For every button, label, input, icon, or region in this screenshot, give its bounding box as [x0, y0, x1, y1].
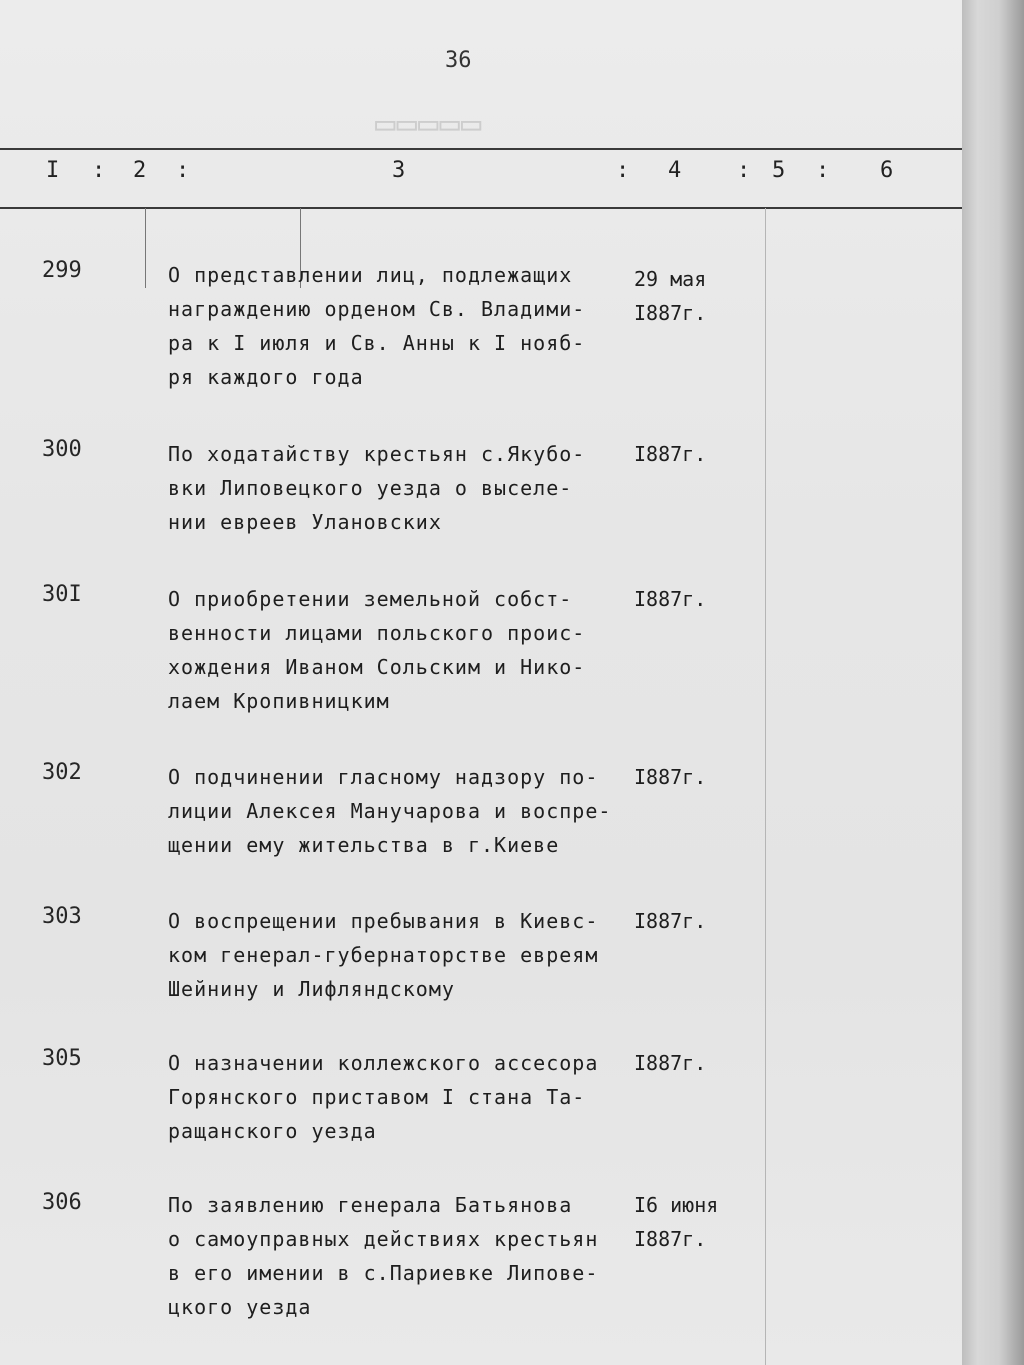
entry-date-line: I887г.: [634, 909, 707, 933]
entry-date: [634, 760, 744, 794]
entry-number: 30I: [42, 582, 82, 607]
page-number: 36: [445, 48, 472, 73]
entry-title-line: о самоуправных действиях крестьян: [168, 1227, 599, 1251]
entry-number: 299: [42, 258, 82, 283]
entry-date-line: I6 июня: [634, 1193, 719, 1217]
entry-number: 302: [42, 760, 82, 785]
entry-title-line: О подчинении гласному надзору по-: [168, 765, 599, 789]
entry-number: 305: [42, 1046, 82, 1071]
column-separator: :: [737, 158, 751, 183]
column-number-6: 6: [880, 158, 894, 183]
entry-number: 306: [42, 1190, 82, 1215]
column-separator: :: [816, 158, 830, 183]
entry-title-line: ра к I июля и Св. Анны к I нояб-: [168, 331, 586, 355]
entry-title: [168, 582, 638, 718]
entry-date: [634, 582, 744, 616]
entry-title: [168, 437, 638, 539]
entry-title: [168, 1188, 638, 1324]
entry-title: [168, 904, 638, 1006]
entry-title-line: ращанского уезда: [168, 1119, 377, 1143]
column-divider: [145, 208, 146, 288]
entry-date-line: I887г.: [634, 442, 707, 466]
entry-date-line: I887г.: [634, 1227, 707, 1251]
entry-title: [168, 1046, 638, 1148]
column-divider: [765, 208, 766, 1365]
entry-title-line: венности лицами польского проис-: [168, 621, 586, 645]
entry-title: [168, 258, 638, 394]
entry-title-line: О воспрещении пребывания в Киевс-: [168, 909, 599, 933]
entry-title-line: в его имении в с.Париевке Липове-: [168, 1261, 599, 1285]
entry-title-line: ком генерал-губернаторстве евреям: [168, 943, 599, 967]
entry-title-line: щении ему жительства в г.Киеве: [168, 833, 560, 857]
column-number-1: I: [46, 158, 60, 183]
entry-title-line: Шейнину и Лифляндскому: [168, 977, 455, 1001]
column-number-2: 2: [133, 158, 147, 183]
page-stack-edge: [962, 0, 1024, 1365]
entry-date-line: I887г.: [634, 301, 707, 325]
entry-number: 300: [42, 437, 82, 462]
entry-date: [634, 262, 744, 330]
header-rule-top: [0, 148, 962, 150]
column-number-5: 5: [772, 158, 786, 183]
column-separator: :: [616, 158, 630, 183]
entry-date: [634, 1188, 744, 1256]
entry-date: [634, 904, 744, 938]
entry-title-line: По заявлению генерала Батьянова: [168, 1193, 573, 1217]
entry-title-line: ря каждого года: [168, 365, 364, 389]
bleed-through-title: ▭▭▭▭▭: [375, 108, 483, 148]
entry-date-line: I887г.: [634, 587, 707, 611]
entry-title-line: вки Липовецкого уезда о выселе-: [168, 476, 573, 500]
column-number-4: 4: [668, 158, 682, 183]
entry-date: [634, 1046, 744, 1080]
entry-title-line: О приобретении земельной собст-: [168, 587, 573, 611]
column-separator: :: [92, 158, 106, 183]
column-number-3: 3: [392, 158, 406, 183]
entry-title-line: О назначении коллежского ассесора: [168, 1051, 599, 1075]
entry-title: [168, 760, 638, 862]
entry-date-line: 29 мая: [634, 267, 707, 291]
entry-title-line: лиции Алексея Манучарова и воспре-: [168, 799, 612, 823]
entry-title-line: лаем Кропивницким: [168, 689, 390, 713]
entry-title-line: Горянского приставом I стана Та-: [168, 1085, 586, 1109]
entry-date-line: I887г.: [634, 765, 707, 789]
entry-title-line: О представлении лиц, подлежащих: [168, 263, 573, 287]
entry-title-line: хождения Иваном Сольским и Нико-: [168, 655, 586, 679]
entry-title-line: цкого уезда: [168, 1295, 312, 1319]
column-separator: :: [176, 158, 190, 183]
entry-number: 303: [42, 904, 82, 929]
entry-title-line: По ходатайству крестьян с.Якубо-: [168, 442, 586, 466]
entry-title-line: нии евреев Улановских: [168, 510, 442, 534]
entry-date: [634, 437, 744, 471]
entry-title-line: награждению орденом Св. Владими-: [168, 297, 586, 321]
entry-date-line: I887г.: [634, 1051, 707, 1075]
